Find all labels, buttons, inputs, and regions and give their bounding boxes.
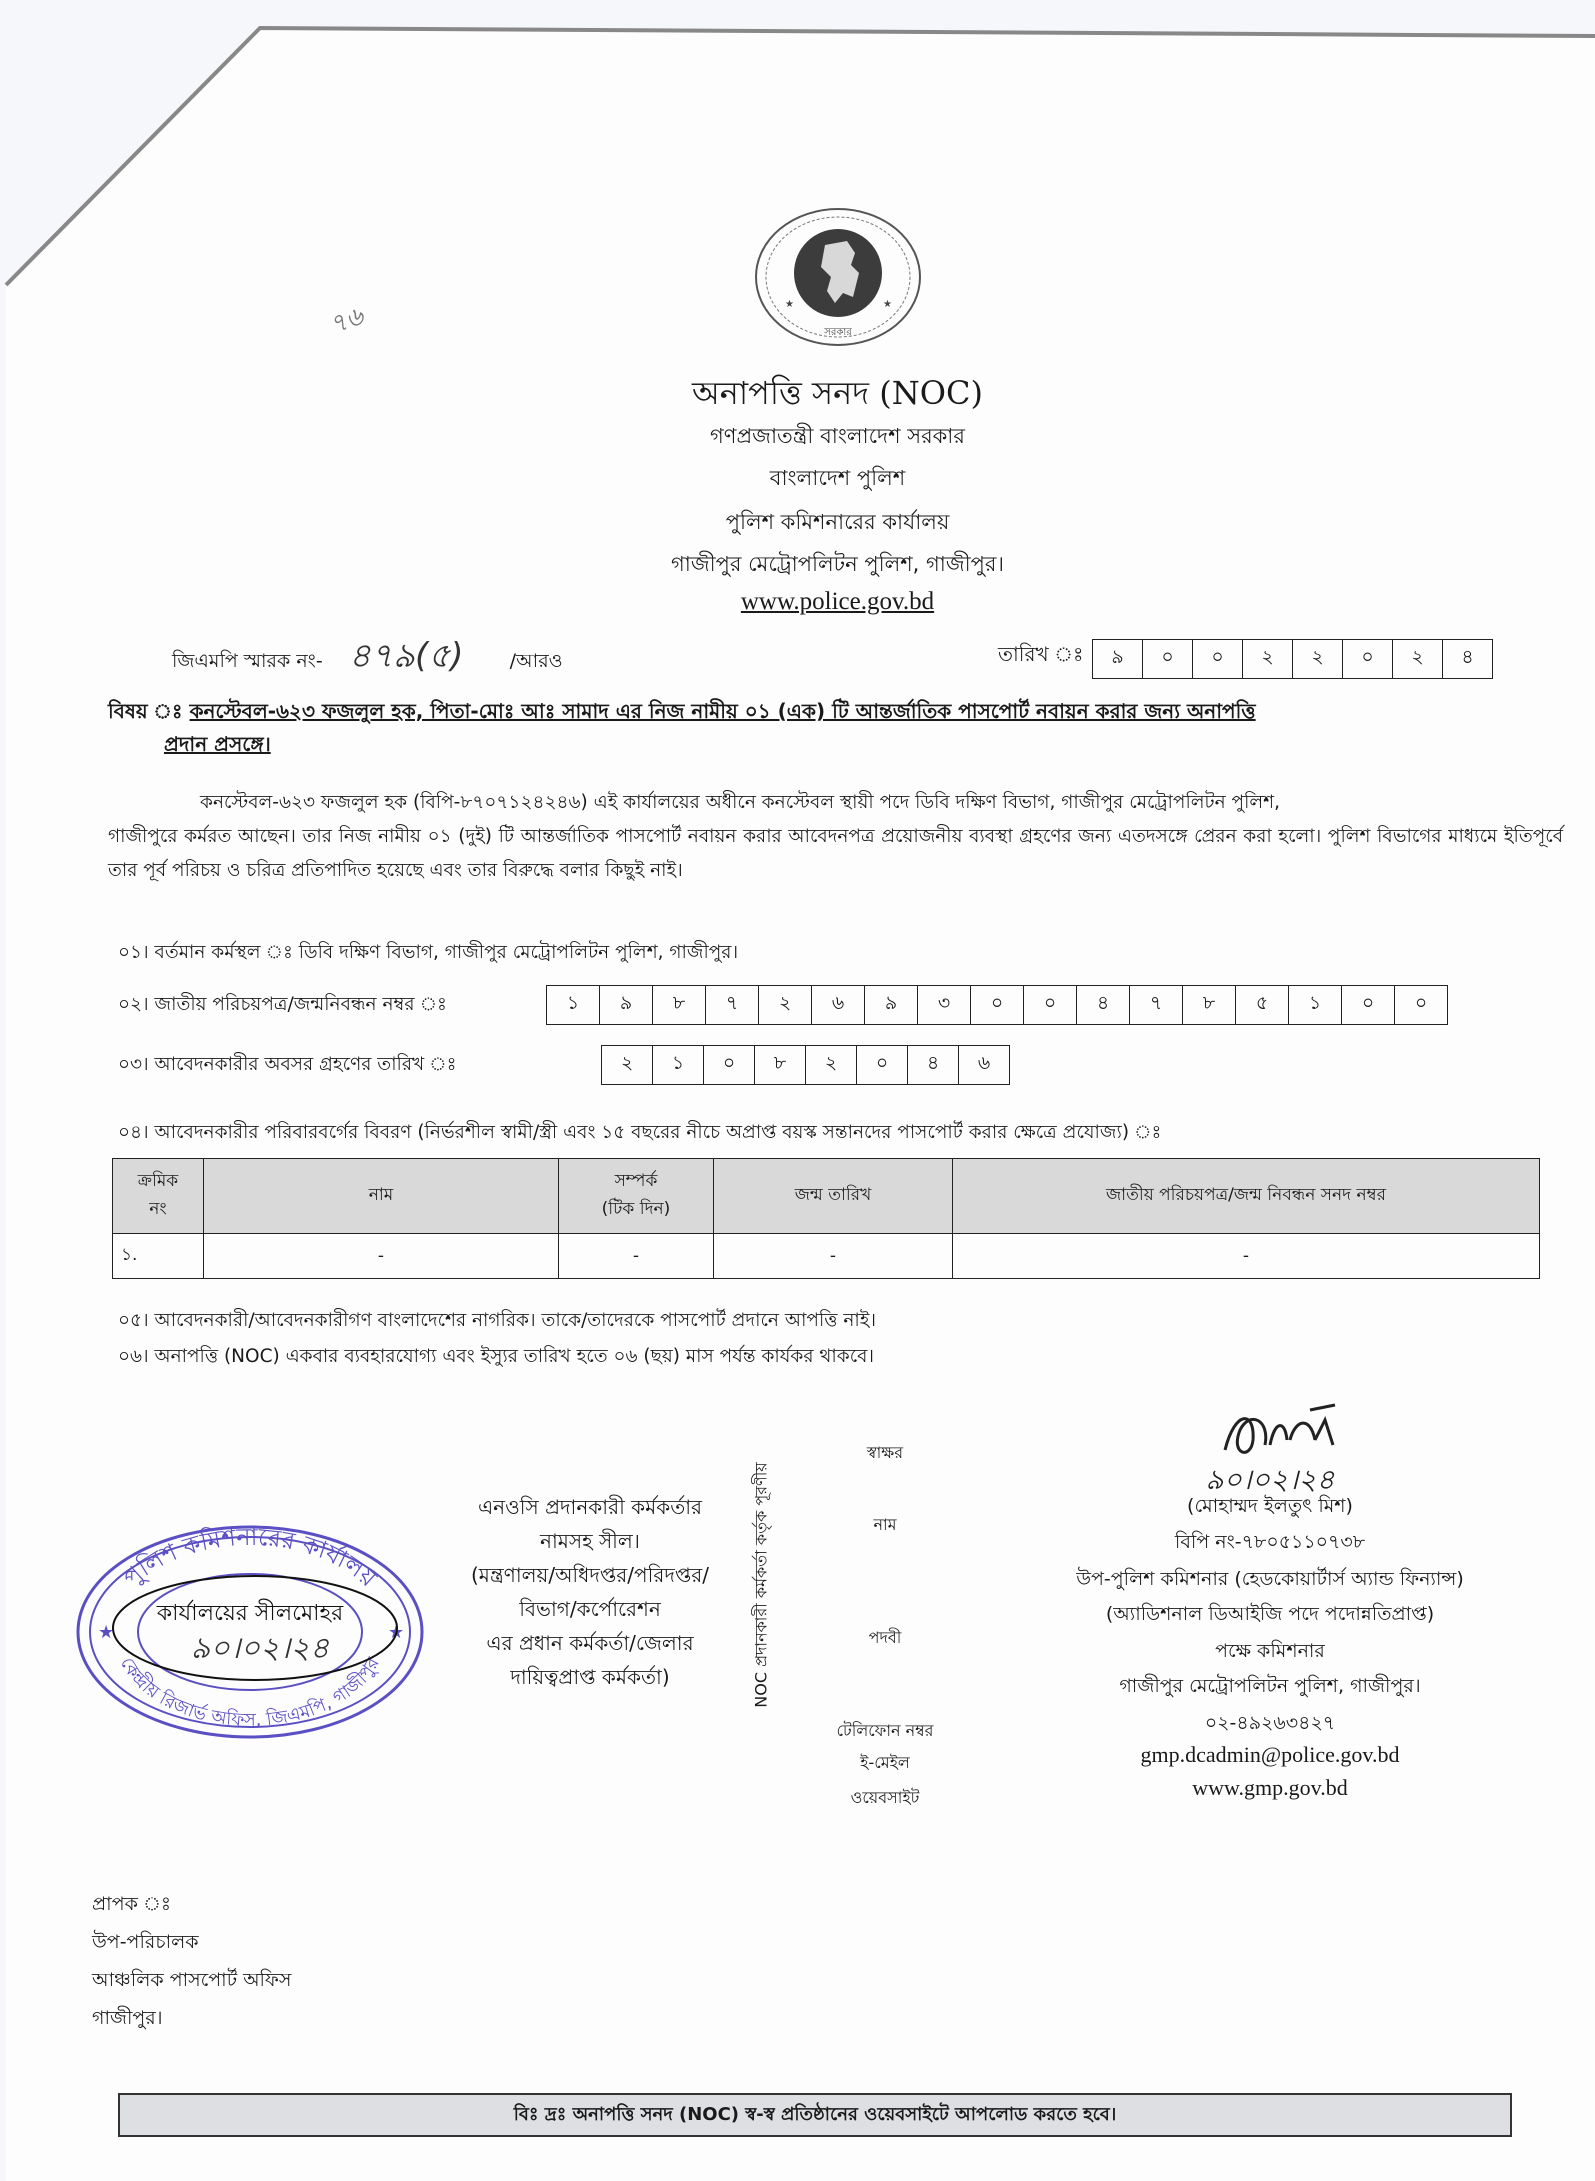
- digit-box: ০: [857, 1046, 908, 1084]
- recipient-title: উপ-পরিচালক: [92, 1931, 199, 1953]
- digit-box: ২: [759, 986, 812, 1024]
- svg-text:★: ★: [883, 299, 892, 310]
- issuer-line: এর প্রধান কর্মকর্তা/জেলার: [486, 1631, 694, 1655]
- item-citizenship: ০৫। আবেদনকারী/আবেদনকারীগণ বাংলাদেশের নাগরিক। তাকে/তাদেরকে পাসপোর্ট প্রদানে আপত্তি নাই।: [118, 1310, 877, 1331]
- body-paragraph: [108, 786, 1563, 888]
- digit-box: ৭: [706, 986, 759, 1024]
- memo-suffix: /আরও: [509, 650, 563, 672]
- office-seal-label: কার্যালয়ের সীলমোহর: [156, 1601, 344, 1626]
- recipient-location: গাজীপুর।: [92, 2007, 163, 2029]
- item-retirement-label: ০৩। আবেদনকারীর অবসর গ্রহণের তারিখ ঃ: [118, 1054, 457, 1075]
- digit-box: ০: [1024, 986, 1077, 1024]
- family-details-table: [112, 1158, 1540, 1279]
- digit-box: ০: [1343, 640, 1393, 678]
- col-serial: ক্রমিক নং: [113, 1159, 204, 1234]
- digit-box: ২: [602, 1046, 653, 1084]
- digit-box: ০: [704, 1046, 755, 1084]
- digit-box: ২: [1243, 640, 1293, 678]
- date-label: তারিখ ঃ: [998, 642, 1084, 666]
- seal-date-handwritten: ৯০।০২।২৪: [190, 1631, 330, 1666]
- body-paragraph-rest: গাজীপুরে কর্মরত আছেন। তার নিজ নামীয় ০১ (দুই) টি আন্তর্জাতিক পাসপোর্ট নবায়ন করার আবেদনপত্র প্রয়োজনীয় ব্যবস্থা গ্রহণের জন্য এতদসঙ্গে প্রেরন করা হলো। পুলিশ বিভাগের মাধ্যমে ইতিপূর্বে তার পূর্ব পরিচয় ও চরিত্র প্রতিপাদিত হয়েছে এবং তার বিরুদ্ধে বলার কিছুই নাই।: [108, 826, 1563, 881]
- digit-box: ১: [653, 1046, 704, 1084]
- digit-box: ১: [547, 986, 600, 1024]
- item-family-details: ০৪। আবেদনকারীর পরিবারবর্গের বিবরণ (নির্ভরশীল স্বামী/স্ত্রী এবং ১৫ বছরের নীচে অপ্রাপ্ত বয়স্ক সন্তানদের পাসপোর্ট করার ক্ষেত্রে প্রযোজ্য) ঃ: [118, 1122, 1162, 1143]
- document-title: অনাপত্তি সনদ (NOC): [692, 374, 983, 412]
- issuer-line: দায়িত্বপ্রাপ্ত কর্মকর্তা): [510, 1665, 670, 1689]
- item-nid-label: ০২। জাতীয় পরিচয়পত্র/জন্মনিবন্ধন নম্বর ঃ: [118, 994, 447, 1015]
- label-phone: টেলিফোন নম্বর: [836, 1721, 934, 1740]
- cell-name: -: [204, 1234, 559, 1279]
- digit-box: ৪: [1077, 986, 1130, 1024]
- recipient-office: আঞ্চলিক পাসপোর্ট অফিস: [92, 1969, 292, 1991]
- cell-dob: -: [714, 1234, 953, 1279]
- body-paragraph-first-line: কনস্টেবল-৬২৩ ফজলুল হক (বিপি-৮৭০৭১২৪২৪৬) এই কার্যালয়ের অধীনে কনস্টেবল স্থায়ী পদে ডিবি দক্ষিণ বিভাগ, গাজীপুর মেট্রোপলিটন পুলিশ,: [200, 792, 1281, 813]
- government-emblem: [747, 207, 929, 357]
- seal-bottom-text: কেন্দ্রীয় রিজার্ভ অফিস, জিএমপি, গাজীপুর: [115, 1653, 384, 1731]
- memo-label: জিএমপি স্মারক নং-: [172, 650, 323, 672]
- retirement-date-boxes: [601, 1045, 1010, 1085]
- col-relation: সম্পর্ক (টিক দিন): [559, 1159, 714, 1234]
- header-line-office: পুলিশ কমিশনারের কার্যালয়: [725, 510, 950, 534]
- cell-serial: ১.: [113, 1234, 204, 1279]
- margin-pencil-mark: ৭৬: [325, 301, 368, 341]
- digit-box: ১: [1289, 986, 1342, 1024]
- issuer-description: [410, 1490, 770, 1694]
- digit-box: ০: [1414, 992, 1428, 1014]
- officer-email[interactable]: gmp.dcadmin@police.gov.bd: [1140, 1742, 1400, 1767]
- digit-box: ৮: [653, 986, 706, 1024]
- col-nid: জাতীয় পরিচয়পত্র/জন্ম নিবন্ধন সনদ নম্বর: [953, 1159, 1540, 1234]
- seal-top-text: পুলিশ কমিশনারের কার্যালয়: [118, 1522, 383, 1593]
- office-stamp-seal: [70, 1520, 430, 1740]
- digit-box: ৪: [1461, 646, 1474, 668]
- officer-designation-2: (অ্যাডিশনাল ডিআইজি পদে পদোন্নতিপ্রাপ্ত): [1105, 1603, 1435, 1625]
- digit-box: ২: [1393, 640, 1443, 678]
- table-row: [113, 1234, 1540, 1279]
- label-name: নাম: [873, 1515, 897, 1534]
- star-icon: ★: [98, 1622, 115, 1643]
- digit-box: ৯: [1093, 640, 1143, 678]
- label-designation: পদবী: [868, 1628, 902, 1647]
- subject-line-1: কনস্টেবল-৬২৩ ফজলুল হক, পিতা-মোঃ আঃ সামাদ এর নিজ নামীয় ০১ (এক) টি আন্তর্জাতিক পাসপোর্ট নবায়ন করার জন্য অনাপত্তি: [189, 699, 1256, 723]
- officer-phone: ০২-৪৯২৬৩৪২৭: [1204, 1712, 1336, 1734]
- digit-box: ০: [1342, 986, 1395, 1024]
- digit-box: ০: [1143, 640, 1193, 678]
- col-name: নাম: [204, 1159, 559, 1234]
- table-header-row: [113, 1159, 1540, 1234]
- cell-relation: -: [559, 1234, 714, 1279]
- memo-number-handwritten: ৪৭৯(৫): [348, 636, 464, 676]
- star-icon: ★: [388, 1622, 405, 1643]
- footer-note: [118, 2093, 1512, 2137]
- signature-date-handwritten: ৯০।০২।২৪: [1205, 1463, 1335, 1496]
- officer-name: (মোহাম্মদ ইলতুৎ মিশ): [1187, 1495, 1353, 1517]
- label-signature: স্বাক্ষর: [866, 1443, 904, 1462]
- digit-box: ৪: [908, 1046, 959, 1084]
- col-dob: জন্ম তারিখ: [714, 1159, 953, 1234]
- digit-box: ৭: [1130, 986, 1183, 1024]
- digit-box: ০: [1193, 640, 1243, 678]
- item-current-workplace: ০১। বর্তমান কর্মস্থল ঃ ডিবি দক্ষিণ বিভাগ, গাজীপুর মেট্রোপলিটন পুলিশ, গাজীপুর।: [118, 942, 739, 963]
- subject-line-2: প্রদান প্রসঙ্গে।: [164, 732, 271, 756]
- digit-box: ২: [1293, 640, 1343, 678]
- svg-text:পুলিশ কমিশনারের কার্যালয়: [118, 1523, 383, 1593]
- issuer-line: বিভাগ/কর্পোরেশন: [519, 1597, 661, 1621]
- digit-box: ০: [971, 986, 1024, 1024]
- nid-digit-boxes: [546, 985, 1448, 1025]
- cell-nid: -: [953, 1234, 1540, 1279]
- header-line-police: বাংলাদেশ পুলিশ: [769, 466, 906, 490]
- vertical-fill-label: NOC প্রদানকারী কর্মকর্তা কর্তৃক পূরণীয়: [751, 1462, 771, 1708]
- digit-box: ৯: [600, 986, 653, 1024]
- label-email: ই-মেইল: [860, 1753, 910, 1772]
- header-line-gmp: গাজীপুর মেট্রোপলিটন পুলিশ, গাজীপুর।: [671, 552, 1004, 576]
- officer-designation-4: গাজীপুর মেট্রোপলিটন পুলিশ, গাজীপুর।: [1119, 1675, 1421, 1697]
- issuer-line: এনওসি প্রদানকারী কর্মকর্তার: [477, 1495, 703, 1519]
- issuer-line: নামসহ সীল।: [540, 1529, 640, 1553]
- subject-block: [108, 695, 1548, 761]
- digit-box: ৬: [977, 1052, 991, 1074]
- digit-box: ৮: [755, 1046, 806, 1084]
- digit-box: ৬: [812, 986, 865, 1024]
- svg-text:★: ★: [785, 299, 794, 310]
- memo-line: [172, 630, 563, 687]
- footer-note-text: বিঃ দ্রঃ অনাপত্তি সনদ (NOC) স্ব-স্ব প্রতিষ্ঠানের ওয়েবসাইটে আপলোড করতে হবে।: [513, 2103, 1117, 2125]
- header-line-govt: গণপ্রজাতন্ত্রী বাংলাদেশ সরকার: [710, 424, 965, 448]
- subject-label: বিষয় ঃ: [108, 699, 183, 723]
- label-website: ওয়েবসাইট: [850, 1788, 920, 1807]
- header-website-link[interactable]: www.police.gov.bd: [740, 588, 935, 615]
- recipient-label: প্রাপক ঃ: [92, 1893, 172, 1915]
- date-digit-boxes: [1092, 639, 1493, 679]
- digit-box: ৯: [865, 986, 918, 1024]
- digit-box: ৮: [1183, 986, 1236, 1024]
- issuer-line: (মন্ত্রণালয়/অধিদপ্তর/পরিদপ্তর/: [470, 1563, 710, 1587]
- item-validity: ০৬। অনাপত্তি (NOC) একবার ব্যবহারযোগ্য এবং ইস্যুর তারিখ হতে ০৬ (ছয়) মাস পর্যন্ত কার্যকর থাকবে।: [118, 1346, 875, 1367]
- officer-designation-1: উপ-পুলিশ কমিশনার (হেডকোয়ার্টার্স অ্যান্ড ফিন্যান্স): [1076, 1568, 1464, 1590]
- officer-designation-3: পক্ষে কমিশনার: [1215, 1640, 1325, 1662]
- emblem-text: সরকার: [824, 327, 852, 338]
- digit-box: ২: [806, 1046, 857, 1084]
- digit-box: ৫: [1236, 986, 1289, 1024]
- officer-website[interactable]: www.gmp.gov.bd: [1192, 1775, 1348, 1800]
- digit-box: ৩: [918, 986, 971, 1024]
- officer-bp-number: বিপি নং-৭৮০৫১১০৭৩৮: [1174, 1531, 1366, 1553]
